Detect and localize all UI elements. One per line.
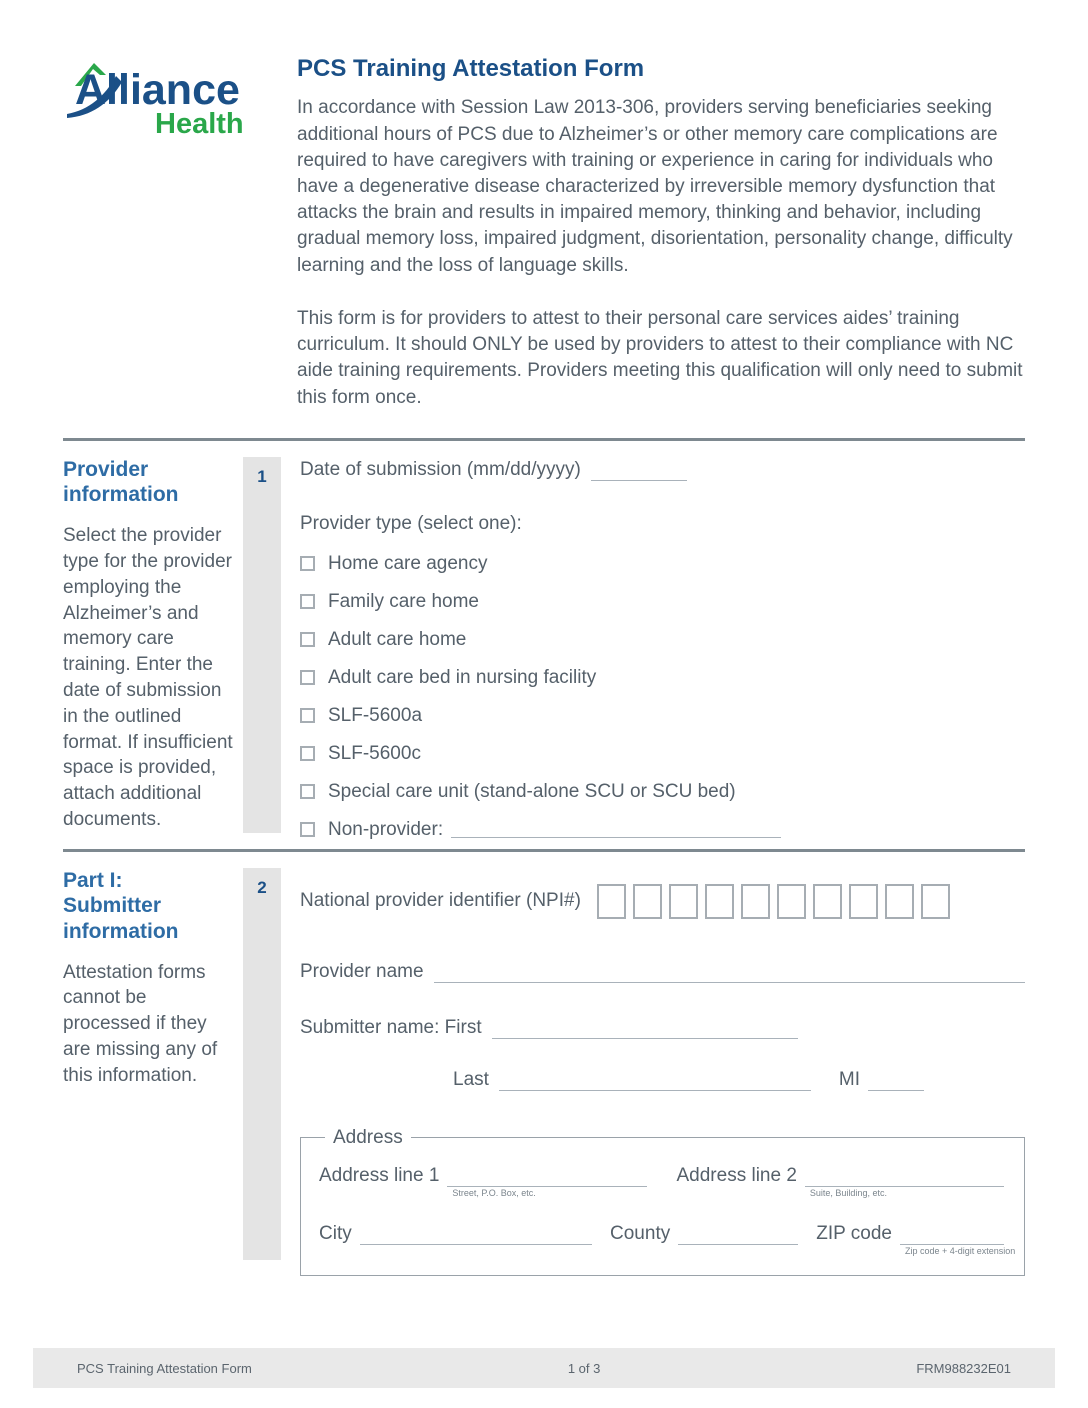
submitter-first-name-label: Submitter name: First: [300, 1016, 482, 1038]
intro-paragraph-2: This form is for providers to attest to their personal care services aides’ training curriculum. It should ONLY be used by providers to attest to their compliance with NC aide training requirements. Providers meeting this qualification will only need to submit this form once.: [297, 307, 1023, 408]
sidebar-instructions: Select the provider type for the provider employing the Alzheimer’s and memory care training. Enter the date of submission in the outlined format. If insufficient space is provided, attach additional documents.: [63, 525, 233, 831]
submitter-first-name-row: [300, 1017, 1025, 1039]
non-provider-field[interactable]: [451, 822, 781, 838]
submitter-last-name-field[interactable]: [499, 1071, 811, 1091]
provider-name-field[interactable]: [434, 963, 1025, 983]
city-group: [319, 1223, 592, 1245]
option-label: SLF-5600c: [328, 742, 421, 764]
footer-form-id: FRM988232E01: [916, 1360, 1011, 1376]
submitter-mi-field[interactable]: [868, 1071, 924, 1091]
sidebar-title: Provider information: [63, 457, 179, 507]
provider-information-fields: [281, 441, 1025, 849]
sidebar-provider-information: [63, 441, 243, 849]
npi-label: National provider identifier (NPI#): [300, 890, 581, 912]
section-number: 2: [257, 877, 267, 897]
sidebar-submitter-information: [63, 852, 243, 1276]
zip-hint: Zip code + 4-digit extension: [905, 1245, 1016, 1256]
address-line2-group: [676, 1164, 1005, 1198]
date-of-submission-label: Date of submission (mm/dd/yyyy): [300, 458, 581, 480]
county-group: [610, 1223, 798, 1245]
option-label: Non-provider:: [328, 818, 444, 840]
zip-group: [816, 1222, 1016, 1256]
provider-type-option: [300, 583, 1025, 621]
logo-brand-text: Alliance: [75, 66, 240, 114]
sidebar-title: Part I: Submitter information: [63, 868, 179, 944]
address-line1-wrap: [447, 1167, 646, 1198]
county-wrap: [678, 1225, 798, 1245]
option-label: SLF-5600a: [328, 704, 423, 726]
county-label: County: [610, 1222, 671, 1244]
address-line1-hint: Street, P.O. Box, etc.: [452, 1187, 536, 1198]
submitter-information-fields: [281, 852, 1025, 1276]
provider-type-option: [300, 545, 1025, 583]
section-provider-information: [63, 441, 1025, 849]
submitter-last-name-row: [300, 1069, 1025, 1091]
provider-type-option: [300, 735, 1025, 773]
npi-digit-box-2[interactable]: [633, 884, 662, 919]
footer-form-name: PCS Training Attestation Form: [77, 1360, 252, 1376]
provider-name-row: [300, 961, 1025, 983]
checkbox-slf-5600a[interactable]: [300, 708, 315, 723]
option-label: Special care unit (stand-alone SCU or SCU bed): [328, 780, 736, 802]
city-label: City: [319, 1222, 352, 1244]
provider-type-option: [300, 659, 1025, 697]
npi-row: [300, 884, 1025, 919]
section-number: 1: [257, 466, 267, 486]
checkbox-home-care-agency[interactable]: [300, 556, 315, 571]
address-line2-field[interactable]: [805, 1167, 1004, 1187]
option-label: Family care home: [328, 590, 479, 612]
address-line1-label: Address line 1: [319, 1164, 440, 1186]
submitter-first-name-field[interactable]: [492, 1019, 798, 1039]
address-line2-hint: Suite, Building, etc.: [809, 1187, 887, 1198]
checkbox-adult-care-home[interactable]: [300, 632, 315, 647]
npi-digit-box-3[interactable]: [669, 884, 698, 919]
address-line2-wrap: [805, 1167, 1004, 1198]
provider-type-option: [300, 697, 1025, 735]
option-label: Adult care bed in nursing facility: [328, 666, 597, 688]
sidebar-instructions: Attestation forms cannot be processed if they are missing any of this information.: [63, 961, 218, 1086]
provider-type-label: Provider type (select one):: [300, 512, 522, 534]
address-legend: Address: [333, 1126, 403, 1148]
alliance-health-logo-graphic: [63, 60, 249, 136]
section-number-bar: [243, 868, 281, 1260]
npi-digit-box-8[interactable]: [849, 884, 878, 919]
page-title: PCS Training Attestation Form: [297, 55, 645, 82]
date-of-submission-row: [300, 459, 1025, 481]
zip-label: ZIP code: [816, 1222, 892, 1244]
page-footer: [33, 1348, 1055, 1388]
header: [0, 0, 1088, 438]
npi-digit-box-5[interactable]: [741, 884, 770, 919]
title-block: [297, 56, 1025, 438]
npi-digit-box-6[interactable]: [777, 884, 806, 919]
provider-type-option: [300, 811, 1025, 849]
address-line1-field[interactable]: [447, 1167, 646, 1187]
checkbox-slf-5600c[interactable]: [300, 746, 315, 761]
section-number-bar: [243, 457, 281, 833]
address-line2-label: Address line 2: [676, 1164, 797, 1186]
city-wrap: [360, 1225, 592, 1245]
checkbox-family-care-home[interactable]: [300, 594, 315, 609]
provider-type-options: [300, 545, 1025, 849]
provider-name-label: Provider name: [300, 960, 424, 982]
footer-page-number: 1 of 3: [567, 1360, 601, 1376]
logo-sub-text: Health: [155, 108, 244, 136]
provider-type-option: [300, 773, 1025, 811]
section-submitter-information: [63, 852, 1025, 1276]
npi-digit-box-7[interactable]: [813, 884, 842, 919]
checkbox-non-provider[interactable]: [300, 822, 315, 837]
city-field[interactable]: [360, 1225, 592, 1245]
date-of-submission-field[interactable]: [591, 461, 687, 481]
submitter-last-name-label: Last: [453, 1068, 489, 1090]
submitter-mi-label: MI: [838, 1068, 861, 1090]
address-line-row: [319, 1164, 1004, 1198]
npi-digit-box-10[interactable]: [921, 884, 950, 919]
option-label: Adult care home: [328, 628, 467, 650]
zip-code-field[interactable]: [900, 1225, 1004, 1245]
address-fieldset: [300, 1127, 1025, 1276]
intro-paragraph-1: In accordance with Session Law 2013-306, providers serving beneficiaries seeking additional hours of PCS due to Alzheimer’s or other memory care complications are required to have caregivers with training or experience in caring for individuals who have a degenerative disease characterized by irreversible memory dysfunction that attacks the brain and results in impaired memory, thinking and behavior, including gradual memory loss, impaired judgment, disorientation, personality change, difficulty learning and the loss of language skills.: [297, 97, 1013, 276]
checkbox-adult-care-bed-nursing-facility[interactable]: [300, 670, 315, 685]
alliance-health-logo: [63, 56, 297, 438]
npi-digit-box-4[interactable]: [705, 884, 734, 919]
zip-wrap: [900, 1225, 1016, 1256]
npi-digit-box-1[interactable]: [597, 884, 626, 919]
npi-digit-boxes: [597, 884, 950, 919]
address-line1-group: [319, 1164, 647, 1198]
option-label: Home care agency: [328, 552, 488, 574]
county-field[interactable]: [678, 1225, 798, 1245]
checkbox-special-care-unit[interactable]: [300, 784, 315, 799]
provider-type-option: [300, 621, 1025, 659]
city-county-zip-row: [319, 1222, 1016, 1256]
npi-digit-box-9[interactable]: [885, 884, 914, 919]
